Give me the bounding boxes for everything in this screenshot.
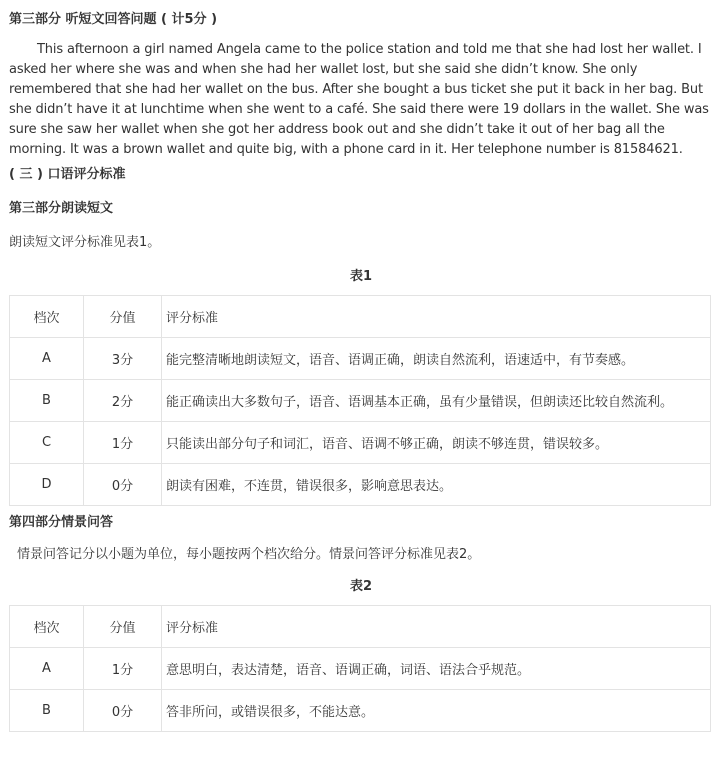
table-header-row [10,606,711,648]
grade-cell: C [10,422,84,464]
criteria-cell: 答非所问，或错误很多，不能达意。 [162,690,711,732]
score-cell: 1分 [84,648,162,690]
criteria-cell: 朗读有困难，不连贯，错误很多，影响意思表达。 [162,464,711,506]
score-cell: 3分 [84,338,162,380]
oral-scoring-heading: ( 三 ) 口语评分标准 [9,167,126,182]
criteria-cell: 只能读出部分句子和词汇，语音、语调不够正确，朗读不够连贯，错误较多。 [162,422,711,464]
grade-cell: D [10,464,84,506]
table-row [10,690,711,732]
score-cell: 0分 [84,464,162,506]
criteria-cell: 意思明白，表达清楚，语音、语调正确，词语、语法合乎规范。 [162,648,711,690]
table-row [10,422,711,464]
table-row [10,338,711,380]
header-grade: 档次 [10,296,84,338]
table1-caption: 表1 [349,269,373,284]
score-cell: 0分 [84,690,162,732]
part3-heading: 第三部分 听短文回答问题 ( 计5分 ) [9,12,218,27]
grade-cell: A [10,648,84,690]
reading-intro: 朗读短文评分标准见表1。 [9,235,161,250]
score-cell: 2分 [84,380,162,422]
grade-cell: A [10,338,84,380]
situational-intro: 情景问答记分以小题为单位，每小题按两个档次给分。情景问答评分标准见表2。 [17,547,481,562]
table2-caption: 表2 [349,579,373,594]
table-row [10,380,711,422]
document-body [9,10,713,732]
header-score: 分值 [84,606,162,648]
header-criteria: 评分标准 [162,296,711,338]
reading-scoring-table [9,295,711,506]
listening-passage: This afternoon a girl named Angela came to the police station and told me that she had lost her wallet. I asked her where she was and when she had her wallet lost, but she said she didn’t know. She only remembered that she had her wallet on the bus. After she bought a bus ticket she put it back in her bag. But she didn’t have it at lunchtime when she went to a café. She said there were 19 dollars in the wallet. She was sure she saw her wallet when she got her address book out and she didn’t take it out of her bag all the morning. It was a brown wallet and quite big, with a phone card in it. Her telephone number is 81584621. [9,42,709,157]
criteria-cell: 能正确读出大多数句子，语音、语调基本正确，虽有少量错误，但朗读还比较自然流利。 [162,380,711,422]
header-criteria: 评分标准 [162,606,711,648]
header-score: 分值 [84,296,162,338]
table-row [10,648,711,690]
header-grade: 档次 [10,606,84,648]
grade-cell: B [10,380,84,422]
score-cell: 1分 [84,422,162,464]
table-header-row [10,296,711,338]
table-row [10,464,711,506]
situational-scoring-table [9,605,711,732]
situational-section-heading: 第四部分情景问答 [9,515,114,530]
criteria-cell: 能完整清晰地朗读短文，语音、语调正确，朗读自然流利，语速适中，有节奏感。 [162,338,711,380]
reading-section-heading: 第三部分朗读短文 [9,201,114,216]
grade-cell: B [10,690,84,732]
